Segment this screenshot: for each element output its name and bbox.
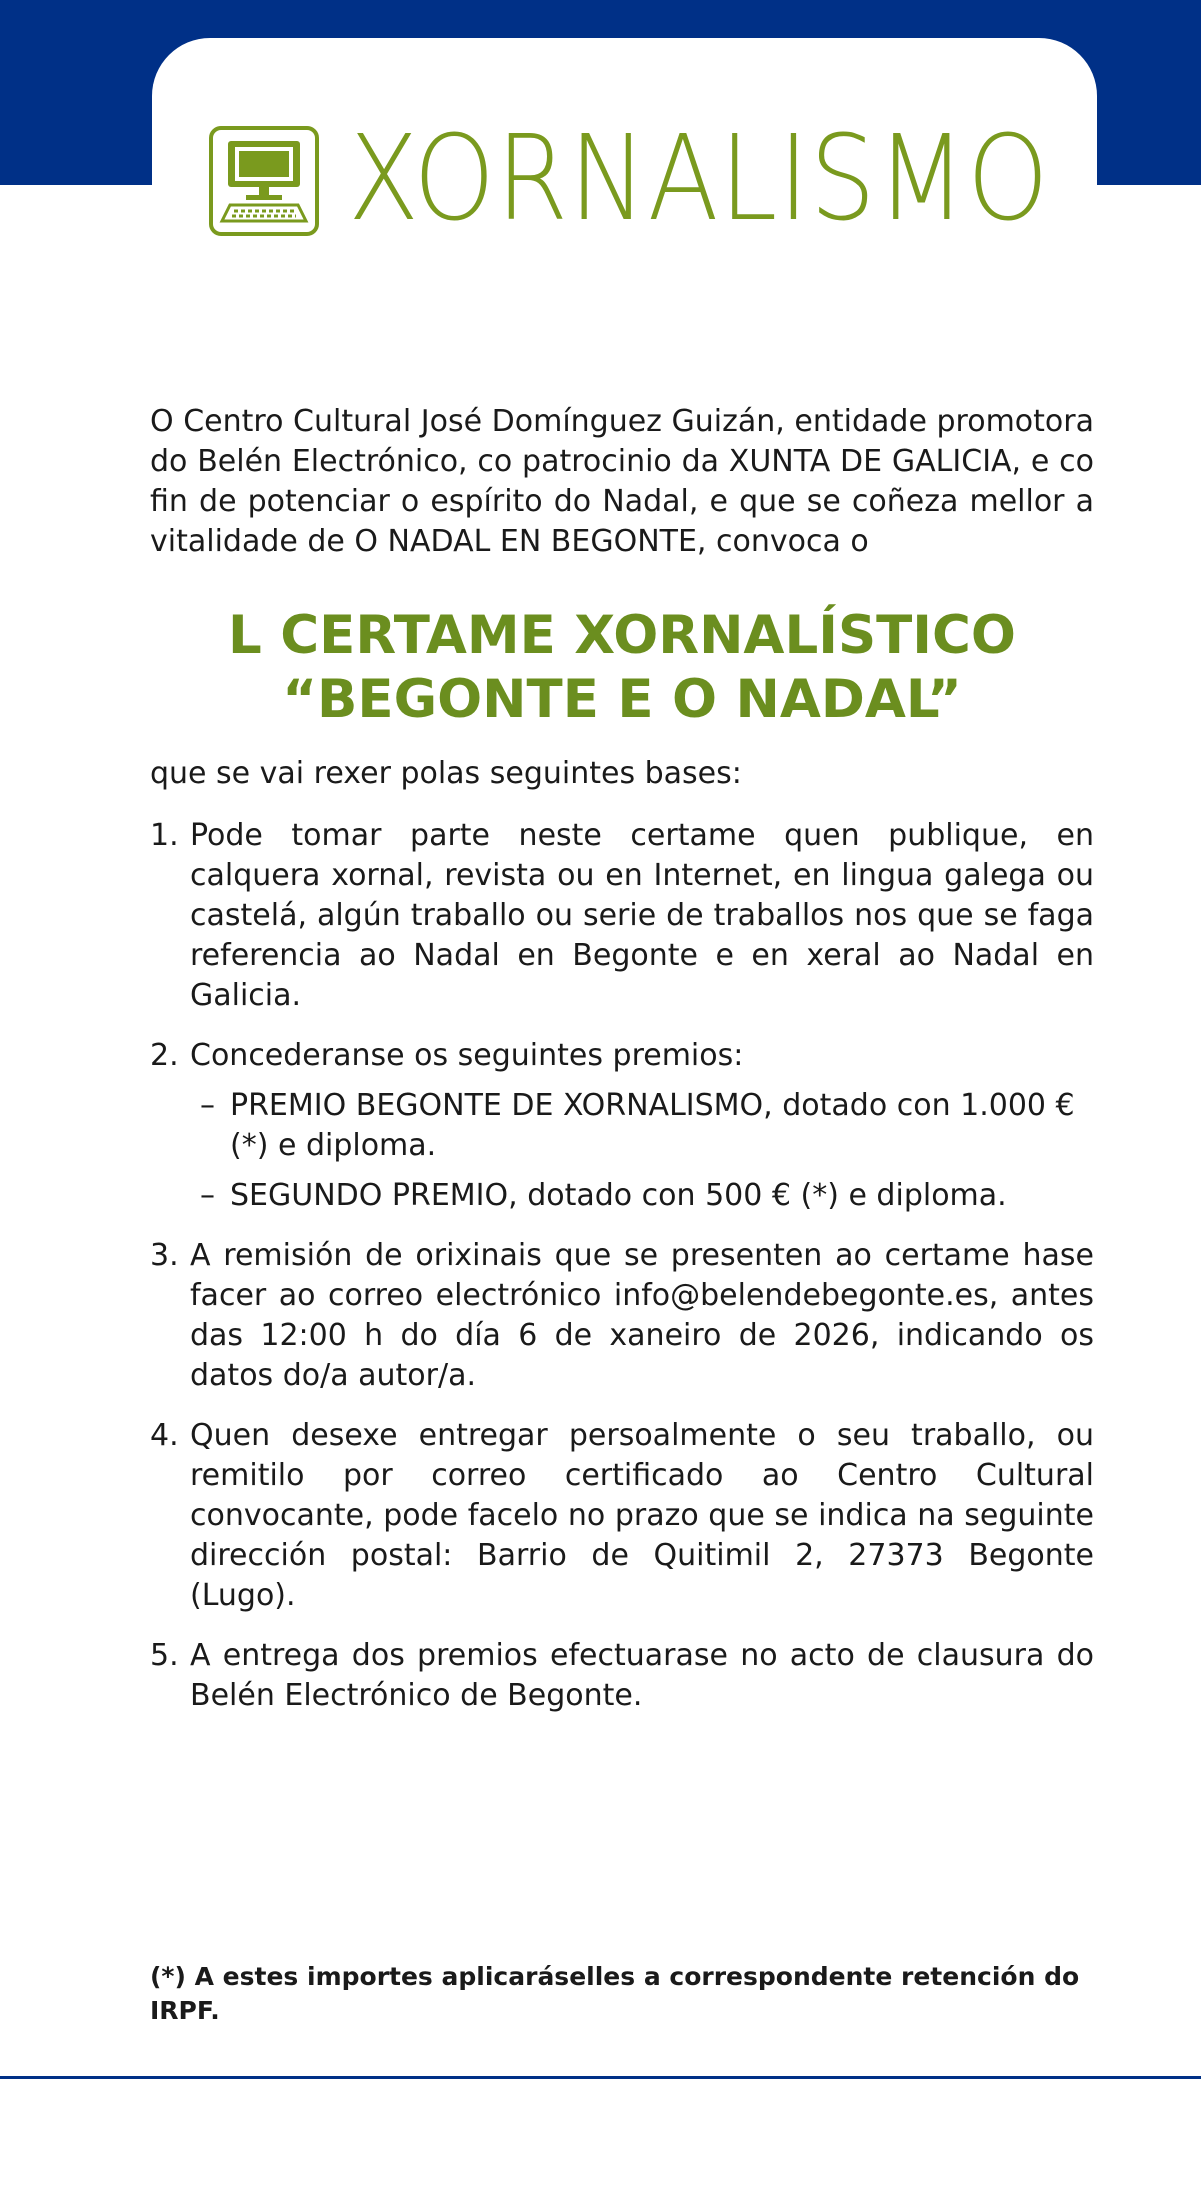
base-text: A remisión de orixinais que se presenten ao certame hase facer ao correo electrónico info@belendebegonte.es, antes das 12:00 h do día 6 de xaneiro de 2026, indicando os datos do/a autor/a. bbox=[190, 1238, 1094, 1393]
base-number: 2. bbox=[150, 1038, 179, 1073]
bases-intro: que se vai rexer polas seguintes bases: bbox=[150, 756, 742, 791]
contest-title-line-2: “BEGONTE E O NADAL” bbox=[282, 669, 962, 730]
base-number: 4. bbox=[150, 1418, 179, 1453]
prizes-list bbox=[190, 1086, 1094, 1216]
base-text: Concederanse os seguintes premios: bbox=[190, 1038, 744, 1073]
base-item-5 bbox=[150, 1636, 1094, 1716]
prize-text: SEGUNDO PREMIO, dotado con 500 € (*) e diploma. bbox=[230, 1178, 1007, 1213]
base-number: 5. bbox=[150, 1638, 179, 1673]
prize-text: PREMIO BEGONTE DE XORNALISMO, dotado con 1.000 € (*) e diploma. bbox=[230, 1088, 1075, 1163]
base-item-3 bbox=[150, 1236, 1094, 1396]
footnote: (*) A estes importes aplicaráselles a correspondente retención do IRPF. bbox=[150, 1962, 1080, 2025]
intro-paragraph: O Centro Cultural José Domínguez Guizán, entidade promotora do Belén Electrónico, co patrocinio da XUNTA DE GALICIA, e co fin de potenciar o espírito do Nadal, e que se coñeza mellor a vitalidade de O NADAL EN BEGONTE, convoca o bbox=[150, 404, 1094, 559]
dash-bullet: – bbox=[200, 1178, 215, 1213]
computer-icon bbox=[208, 125, 320, 237]
contest-title bbox=[150, 604, 1094, 732]
base-number: 3. bbox=[150, 1238, 179, 1273]
base-text: A entrega dos premios efectuarase no acto de clausura do Belén Electrónico de Begonte. bbox=[190, 1638, 1094, 1713]
prize-item-second bbox=[190, 1176, 1094, 1216]
contest-title-line-1: L CERTAME XORNALÍSTICO bbox=[228, 605, 1016, 666]
base-number: 1. bbox=[150, 818, 179, 853]
base-item-1 bbox=[150, 816, 1094, 1016]
base-text: Quen desexe entregar persoalmente o seu traballo, ou remitilo por correo certificado ao Centro Cultural convocante, pode facelo no prazo que se indica na seguinte dirección postal: Barrio de Quitimil 2, 27373 Begonte (Lugo). bbox=[190, 1418, 1094, 1613]
bases-list bbox=[150, 816, 1094, 1716]
prize-item-first bbox=[190, 1086, 1094, 1166]
document-body bbox=[150, 402, 1094, 1736]
base-item-4 bbox=[150, 1416, 1094, 1616]
logo-wordmark: XORNALISMO bbox=[348, 109, 1050, 247]
base-text: Pode tomar parte neste certame quen publique, en calquera xornal, revista ou en Internet, en lingua galega ou castelá, algún traballo ou serie de traballos nos que se faga referencia ao Nadal en Begonte e en xeral ao Nadal en Galicia. bbox=[190, 818, 1094, 1013]
dash-bullet: – bbox=[200, 1088, 215, 1123]
base-item-2 bbox=[150, 1036, 1094, 1216]
bottom-divider bbox=[0, 2076, 1201, 2079]
